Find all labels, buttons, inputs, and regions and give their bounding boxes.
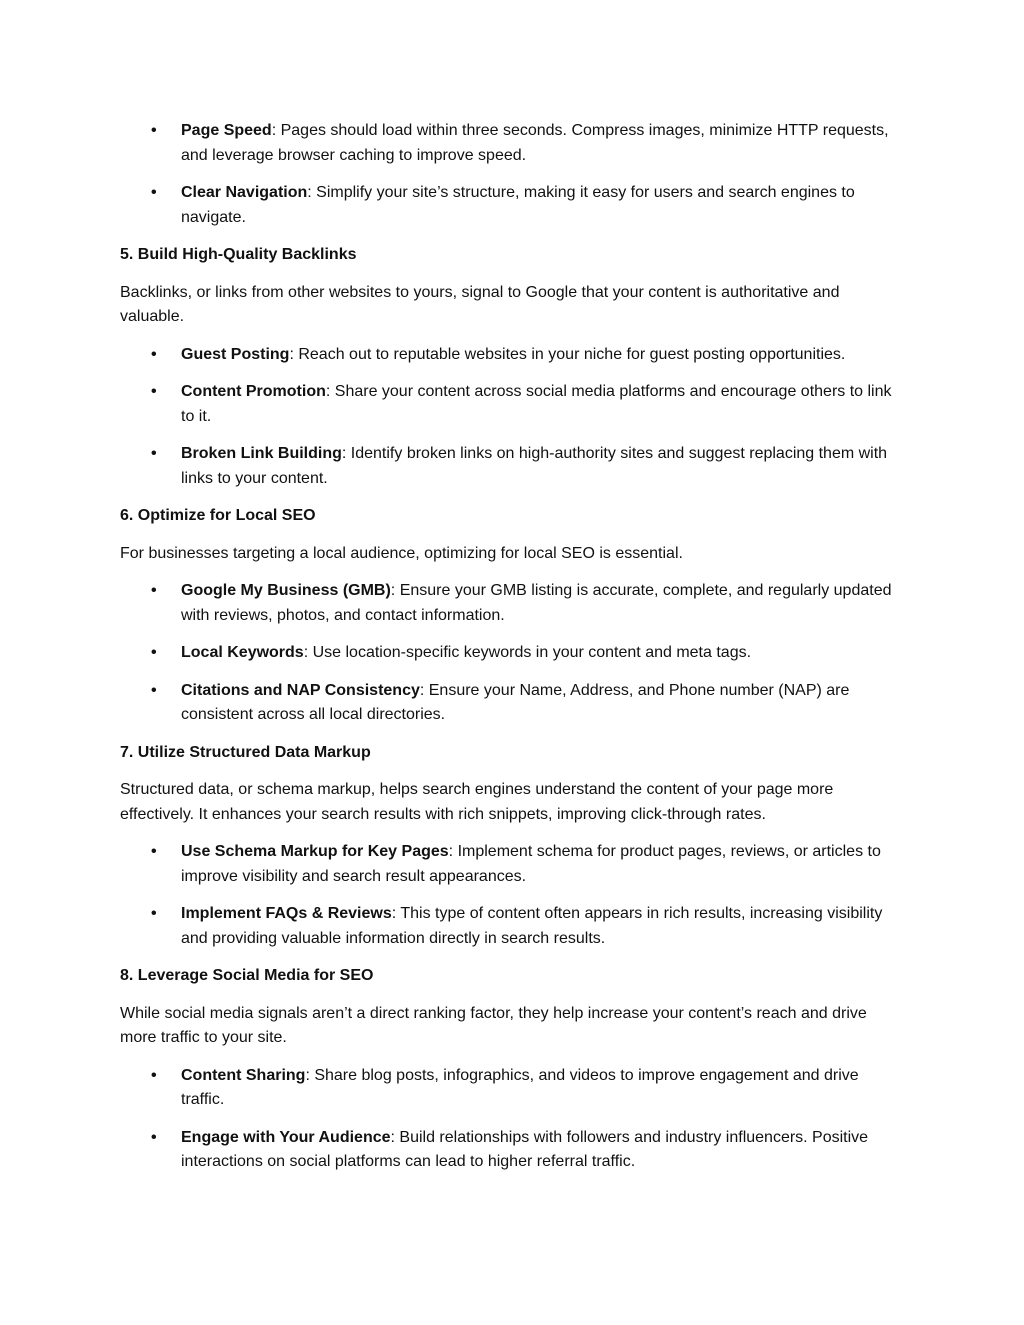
section-heading: 8. Leverage Social Media for SEO [120, 967, 374, 984]
bullet-text: : Pages should load within three seconds. Compress images, minimize HTTP requests, and leverage browser caching to improve speed. [181, 122, 889, 164]
section-heading: 6. Optimize for Local SEO [120, 507, 316, 524]
section-heading: 5. Build High-Quality Backlinks [120, 246, 357, 263]
bullet-marker: • [151, 345, 157, 363]
bullet-item [120, 119, 903, 168]
bullet-item [120, 679, 903, 728]
bullet-term: Clear Navigation [181, 184, 308, 201]
bullet-marker: • [151, 905, 157, 922]
body-paragraph: Backlinks, or links from other websites to yours, signal to Google that your content is authoritative and valuable. [120, 283, 840, 325]
bullet-marker: • [151, 383, 157, 400]
bullet-term: Engage with Your Audience [181, 1128, 391, 1146]
bullet-marker: • [151, 445, 157, 462]
bullet-text: : Ensure your Name, Address, and Phone number (NAP) are consistent across all local directories. [181, 681, 850, 723]
bullet-text: : Simplify your site’s structure, making it easy for users and search engines to navigate. [181, 184, 855, 226]
bullet-marker: • [151, 184, 157, 201]
bullet-item [120, 840, 903, 889]
bullet-term: Citations and NAP Consistency [181, 681, 420, 699]
bullet-text: : Share blog posts, infographics, and videos to improve engagement and drive traffic. [181, 1066, 859, 1108]
bullet-text: : Use location-specific keywords in your content and meta tags. [303, 644, 752, 661]
body-paragraph: Structured data, or schema markup, helps search engines understand the content of your page more effectively. It enhances your search results with rich snippets, improving click-through rates. [120, 781, 834, 823]
bullet-term: Page Speed [181, 122, 272, 139]
bullet-marker: • [151, 1128, 157, 1146]
bullet-text: : Implement schema for product pages, reviews, or articles to improve visibility and search result appearances. [181, 843, 881, 885]
bullet-term: Google My Business (GMB) [181, 582, 391, 599]
bullet-marker: • [151, 1066, 157, 1084]
body-paragraph: For businesses targeting a local audience, optimizing for local SEO is essential. [120, 544, 683, 562]
bullet-term: Guest Posting [181, 345, 290, 363]
bullet-term: Implement FAQs & Reviews [181, 905, 392, 922]
bullet-term: Use Schema Markup for Key Pages [181, 843, 449, 860]
bullet-term: Content Promotion [181, 383, 326, 400]
bullet-item [120, 579, 903, 628]
bullet-marker: • [151, 843, 157, 860]
bullet-marker: • [151, 644, 157, 661]
section-heading: 7. Utilize Structured Data Markup [120, 743, 371, 761]
body-paragraph: While social media signals aren’t a direct ranking factor, they help increase your content’s reach and drive more traffic to your site. [120, 1004, 867, 1046]
bullet-marker: • [151, 681, 157, 699]
bullet-item [120, 902, 903, 951]
bullet-text: : Reach out to reputable websites in your niche for guest posting opportunities. [289, 345, 846, 363]
bullet-text: : Ensure your GMB listing is accurate, complete, and regularly updated with reviews, photos, and contact information. [181, 582, 892, 624]
bullet-text: : Identify broken links on high-authority sites and suggest replacing them with links to your content. [181, 445, 888, 487]
bullet-marker: • [151, 582, 157, 599]
bullet-item [120, 641, 903, 666]
bullet-item [120, 380, 903, 429]
bullet-term: Broken Link Building [181, 445, 342, 462]
bullet-item [120, 343, 903, 368]
bullet-term: Local Keywords [181, 644, 304, 661]
bullet-marker: • [151, 122, 157, 139]
bullet-item [120, 442, 903, 491]
bullet-item [120, 181, 903, 230]
bullet-term: Content Sharing [181, 1066, 306, 1084]
bullet-text: : Share your content across social media platforms and encourage others to link to it. [181, 383, 892, 425]
bullet-text: : Build relationships with followers and industry influencers. Positive interactions on social platforms can lead to higher referral traffic. [181, 1128, 869, 1170]
bullet-item [120, 1126, 903, 1175]
bullet-text: : This type of content often appears in rich results, increasing visibility and providing valuable information directly in search results. [181, 905, 883, 947]
bullet-item [120, 1064, 903, 1113]
